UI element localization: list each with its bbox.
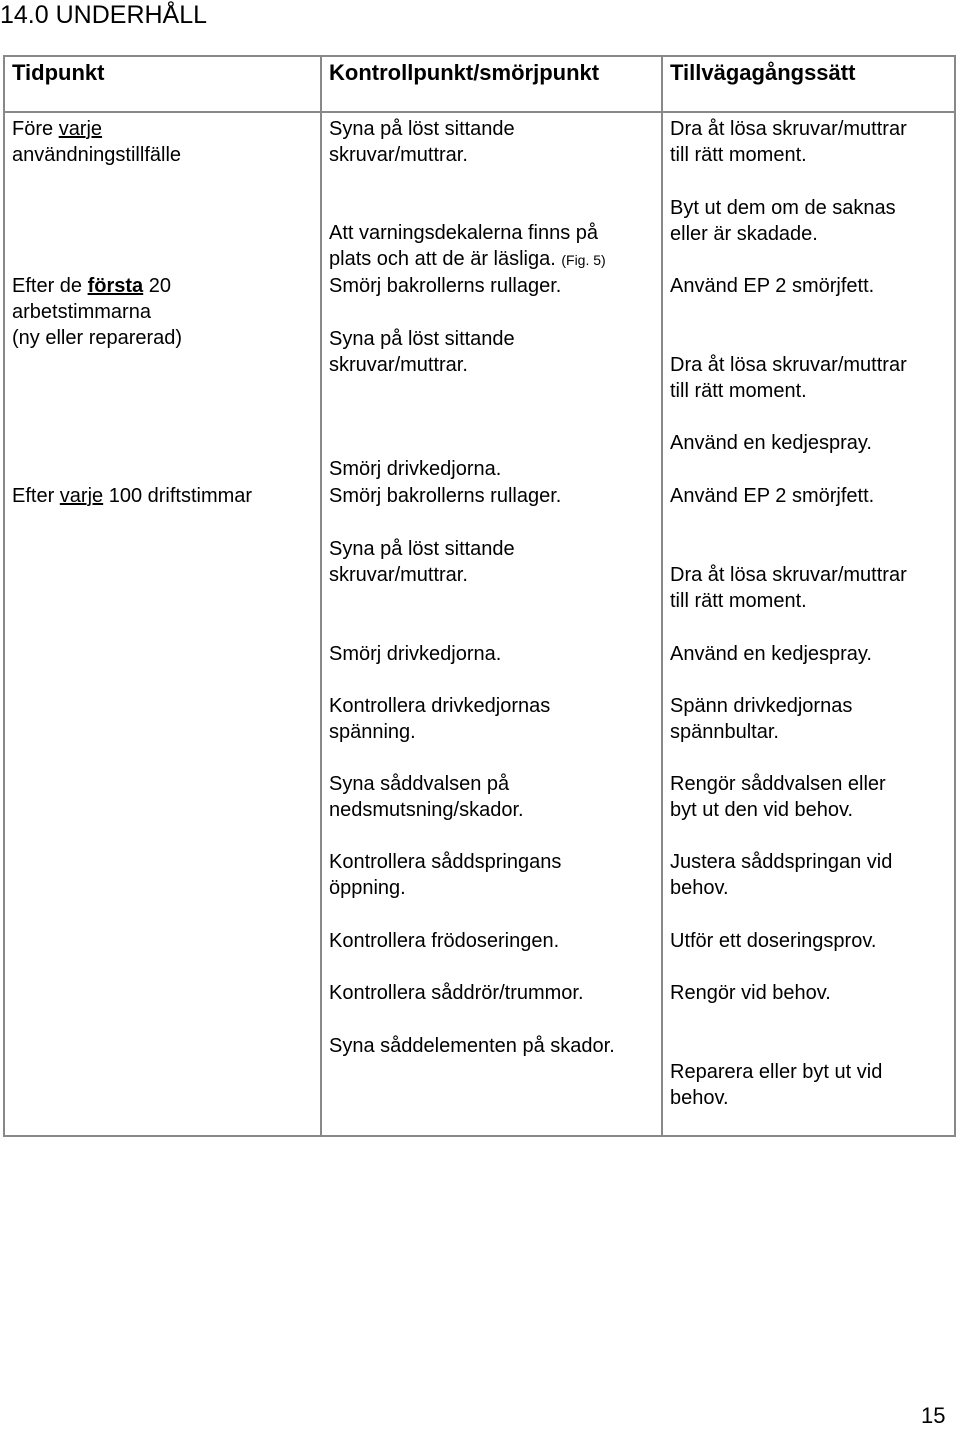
row3-check-elements: Syna såddelementen på skador.: [329, 1035, 615, 1057]
row3-check-seed-gap: Kontrollera såddspringans öppning.: [329, 851, 562, 899]
header-kontrollpunkt: Kontrollpunkt/smörjpunkt: [329, 60, 600, 85]
row2-action-tighten: Dra åt lösa skruvar/muttrar till rätt moment.: [670, 354, 907, 402]
row3-action-tighten: Dra åt lösa skruvar/muttrar till rätt moment.: [670, 564, 907, 612]
header-divider: [3, 111, 956, 113]
header-tidpunkt: Tidpunkt: [12, 60, 105, 85]
row2-check-roller: Smörj bakrollerns rullager.: [329, 275, 562, 297]
row3-check-tubes: Kontrollera såddrör/trummor.: [329, 982, 584, 1004]
row3-action-tension-bolts: Spänn drivkedjornas spännbultar.: [670, 695, 853, 743]
column-divider-2: [661, 55, 663, 1137]
row3-action-dosing-test: Utför ett doseringsprov.: [670, 930, 877, 952]
row3-check-dosing: Kontrollera frödoseringen.: [329, 930, 560, 952]
column-divider-1: [320, 55, 322, 1137]
row2-time-emphasis: första: [87, 275, 144, 297]
row2-action-replace: Byt ut dem om de saknas eller är skadade.: [670, 197, 896, 245]
row1-action: Dra åt lösa skruvar/muttrar till rätt moment.: [670, 118, 907, 166]
row1-time-emphasis: varje: [58, 118, 103, 140]
page-number: 15: [921, 1403, 946, 1428]
row3-action-repair: Reparera eller byt ut vid behov.: [670, 1061, 883, 1109]
row3-action-clean: Rengör vid behov.: [670, 982, 831, 1004]
row2-check-screws: Syna på löst sittande skruvar/muttrar.: [329, 328, 515, 376]
row3-time: Efter varje 100 driftstimmar: [12, 485, 253, 507]
row1-check: Syna på löst sittande skruvar/muttrar.: [329, 118, 515, 166]
row3-check-chains: Smörj drivkedjorna.: [329, 643, 502, 665]
row3-check-seed-roller: Syna såddvalsen på nedsmutsning/skador.: [329, 773, 524, 821]
row3-check-roller: Smörj bakrollerns rullager.: [329, 485, 562, 507]
row2-action-chainspray: Använd en kedjespray.: [670, 432, 872, 454]
section-heading: 14.0 UNDERHÅLL: [0, 1, 208, 29]
row3-check-screws: Syna på löst sittande skruvar/muttrar.: [329, 538, 515, 586]
row2-action-grease: Använd EP 2 smörjfett.: [670, 275, 875, 297]
row3-action-adjust-gap: Justera såddspringan vid behov.: [670, 851, 893, 899]
row2-time: Efter de första 20 arbetstimmarna (ny eller reparerad): [12, 275, 183, 349]
figure-reference: (Fig. 5): [561, 252, 606, 268]
header-tillvagagangssatt: Tillvägagångssätt: [670, 60, 856, 85]
row3-action-chainspray: Använd en kedjespray.: [670, 643, 872, 665]
row3-action-grease: Använd EP 2 smörjfett.: [670, 485, 875, 507]
row2-check-decals: Att varningsdekalerna finns på plats och att de är läsliga. (Fig. 5): [329, 222, 606, 270]
row2-check-chains: Smörj drivkedjorna.: [329, 458, 502, 480]
row3-time-emphasis: varje: [59, 485, 104, 507]
row3-check-chain-tension: Kontrollera drivkedjornas spänning.: [329, 695, 551, 743]
row3-action-clean-roller: Rengör såddvalsen eller byt ut den vid behov.: [670, 773, 886, 821]
row1-time: Före varje användningstillfälle: [12, 118, 182, 166]
